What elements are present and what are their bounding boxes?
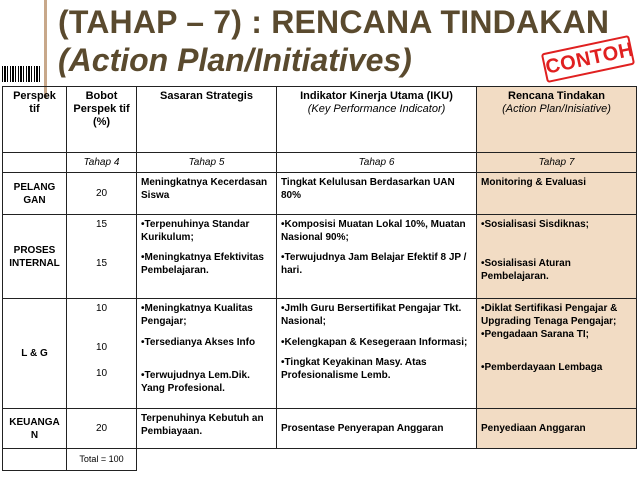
perspektif-cell: KEUANGA N: [3, 409, 67, 449]
sasaran-cell: [137, 215, 277, 299]
bobot-value: 10: [95, 368, 108, 379]
page-title: (TAHAP – 7) : RENCANA TINDAKAN: [58, 4, 610, 40]
rencana-title: Rencana Tindakan: [508, 90, 605, 102]
iku-item: •Komposisi Muatan Lokal 10%, Muatan Nasional 90%;: [281, 219, 466, 243]
perspektif-cell: PELANG GAN: [3, 173, 67, 215]
sasaran-cell: [137, 299, 277, 409]
iku-cell: [277, 299, 477, 409]
stage-rencana: Tahap 7: [477, 153, 637, 173]
col-header-bobot: Bobot Perspek tif (%): [67, 87, 137, 153]
rencana-item: •Sosialisasi Sisdiknas;: [481, 219, 589, 230]
bobot-cell: 20: [67, 409, 137, 449]
rencana-cell: Penyediaan Anggaran: [477, 409, 637, 449]
bobot-cell: [67, 299, 137, 409]
col-header-perspektif: Perspek tif: [3, 87, 67, 153]
total-row: [3, 449, 637, 471]
table-row: [3, 215, 637, 299]
sasaran-item: •Terwujudnya Lem.Dik. Yang Profesional.: [141, 370, 250, 394]
bobot-value: 10: [95, 303, 108, 314]
rencana-item: •Diklat Sertifikasi Pengajar & Upgrading Tenaga Pengajar;: [481, 303, 618, 327]
rencana-item: •Pemberdayaan Lembaga: [481, 362, 603, 373]
iku-subtitle: (Key Performance Indicator): [307, 103, 446, 115]
iku-cell: Prosentase Penyerapan Anggaran: [277, 409, 477, 449]
rencana-cell: [477, 215, 637, 299]
perspektif-cell: PROSES INTERNAL: [3, 215, 67, 299]
table-row: [3, 409, 637, 449]
rencana-item: •Sosialisasi Aturan Pembelajaran.: [481, 258, 571, 282]
stage-iku: Tahap 6: [277, 153, 477, 173]
sasaran-cell: Meningkatnya Kecerdasan Siswa: [137, 173, 277, 215]
bobot-value: 10: [95, 342, 108, 353]
rencana-subtitle: (Action Plan/Inisiative): [502, 103, 611, 115]
iku-item: •Jmlh Guru Bersertifikat Pengajar Tkt. Nasional;: [281, 303, 462, 327]
sasaran-item: •Tersedianya Akses Info: [141, 337, 256, 348]
rencana-cell: [477, 299, 637, 409]
bobot-value: 15: [95, 258, 108, 269]
col-header-rencana: [477, 87, 637, 153]
iku-item: •Terwujudnya Jam Belajar Efektif 8 JP / hari.: [281, 252, 467, 276]
sasaran-cell: Terpenuhinya Kebutuh an Pembiayaan.: [137, 409, 277, 449]
bobot-cell: [67, 215, 137, 299]
iku-title: Indikator Kinerja Utama (IKU): [300, 90, 453, 102]
iku-cell: Tingkat Kelulusan Berdasarkan UAN 80%: [277, 173, 477, 215]
rencana-cell: Monitoring & Evaluasi: [477, 173, 637, 215]
barcode-icon: [2, 66, 42, 82]
sasaran-item: •Meningkatnya Kualitas Pengajar;: [141, 303, 253, 327]
action-plan-table: [2, 86, 637, 471]
col-header-sasaran: Sasaran Strategis: [137, 87, 277, 153]
page-subtitle: (Action Plan/Initiatives): [58, 42, 412, 78]
iku-item: •Kelengkapan & Kesegeraan Informasi;: [281, 337, 468, 348]
accent-bar: [44, 0, 47, 98]
iku-item: •Tingkat Keyakinan Masy. Atas Profesionalisme Lemb.: [281, 357, 427, 381]
col-header-iku: [277, 87, 477, 153]
stage-row: [3, 153, 637, 173]
example-stamp: CONTOH: [541, 35, 635, 83]
stage-empty: [3, 153, 67, 173]
total-empty: [3, 449, 67, 471]
stage-bobot: Tahap 4: [67, 153, 137, 173]
table-header-row: [3, 87, 637, 153]
sasaran-item: •Meningkatnya Efektivitas Pembelajaran.: [141, 252, 264, 276]
bobot-value: 15: [95, 219, 108, 230]
iku-cell: [277, 215, 477, 299]
rencana-item: •Pengadaan Sarana TI;: [481, 329, 589, 340]
table-row: [3, 173, 637, 215]
bobot-cell: 20: [67, 173, 137, 215]
table-row: [3, 299, 637, 409]
perspektif-cell: L & G: [3, 299, 67, 409]
sasaran-item: •Terpenuhinya Standar Kurikulum;: [141, 219, 250, 243]
stage-sasaran: Tahap 5: [137, 153, 277, 173]
total-cell: Total = 100: [67, 449, 137, 471]
